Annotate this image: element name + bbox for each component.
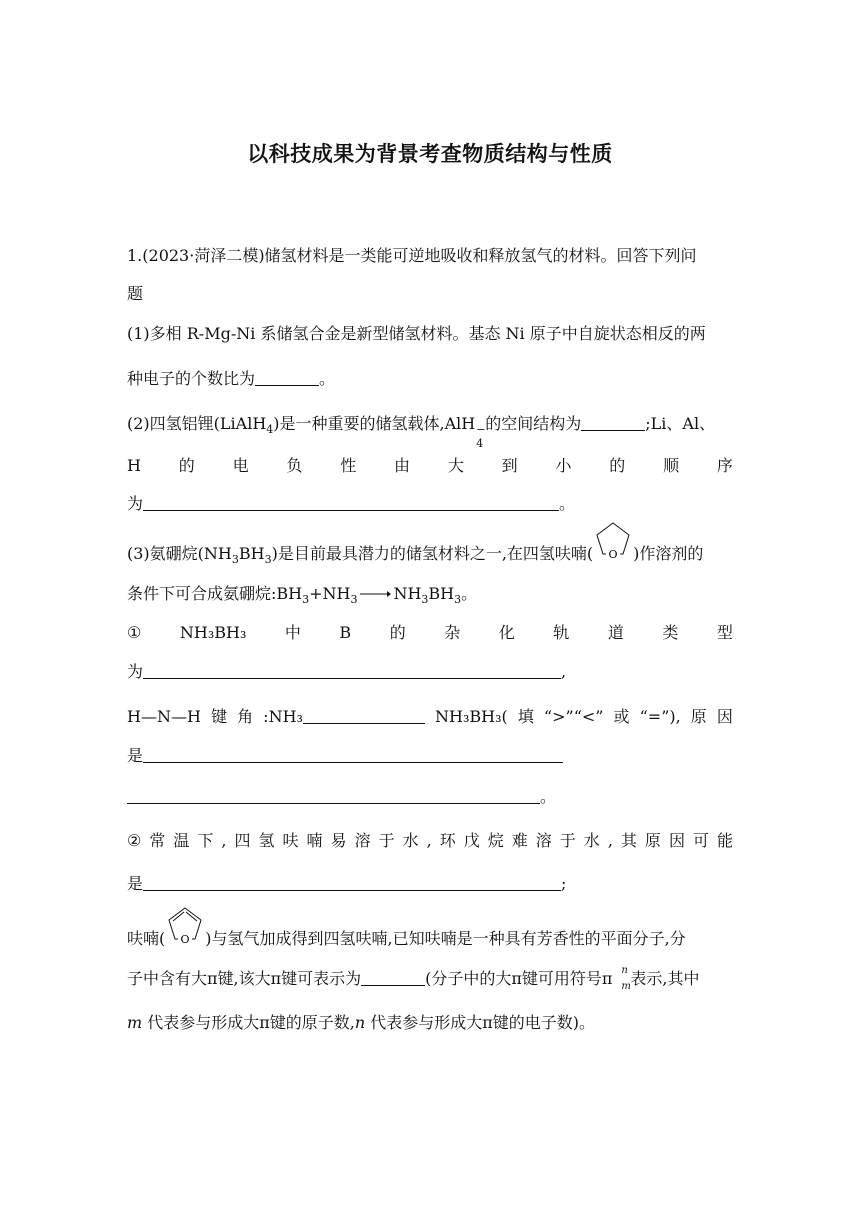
part2-line-2-word: 电 — [232, 456, 249, 475]
angle-text: 是 — [127, 746, 144, 765]
part3-sub1: 3 — [231, 553, 239, 567]
furan-text-f: 代表参与形成大π键的原子数, — [142, 1013, 355, 1032]
var-m: m — [127, 1013, 143, 1032]
sub1-line-1-word: 道 — [607, 623, 624, 642]
sub2-line-1-word: ② — [127, 831, 142, 850]
part3-text-b: BH — [238, 544, 265, 563]
part1-text-cont: 种电子的个数比为 — [127, 369, 256, 388]
angle-line-2 — [127, 745, 733, 767]
angle-line-1 — [127, 706, 733, 728]
page-title: 以科技成果为背景考查物质结构与性质 — [247, 142, 613, 166]
product-sub2: 3 — [454, 593, 462, 607]
bh3-sub: 3 — [302, 593, 310, 607]
sub2-line-1-word: 常 — [149, 831, 166, 850]
part1-end: 。 — [319, 369, 336, 388]
part2-text-c: 的空间结构为 — [485, 414, 582, 433]
angle-line-1-word: 键 — [210, 707, 227, 726]
angle-end: 。 — [540, 787, 557, 806]
alh4-sup: − — [476, 423, 486, 436]
sub1-line-1-word: 中 — [284, 623, 301, 642]
q1-intro-text: 1.(2023·菏泽二模)储氢材料是一类能可逆地吸收和释放氢气的材料。回答下列问 — [127, 246, 697, 265]
angle-line-1-word: 原 — [690, 707, 707, 726]
sub2-line-1-word: 溶 — [535, 831, 552, 850]
pi-superscript-n: n — [621, 965, 628, 976]
part2-line-2 — [127, 455, 733, 477]
angle-line-3 — [127, 786, 733, 808]
furan-text-b: )与氢气加成得到四氢呋喃,已知呋喃是一种具有芳香性的平面分子,分 — [205, 929, 686, 948]
answer-blank-electronegativity[interactable] — [143, 494, 559, 511]
sub2-line-2 — [127, 873, 733, 895]
part2-line-2-word: 小 — [555, 456, 572, 475]
furan-text-g: 代表参与形成大π键的电子数)。 — [365, 1013, 596, 1032]
part2-end: 。 — [559, 494, 576, 513]
part3-text-e: 条件下可合成氨硼烷:BH — [127, 584, 303, 603]
furan-structure-icon — [165, 929, 205, 951]
part2-line-1 — [127, 413, 733, 450]
sub1-line-1 — [127, 622, 733, 644]
sub2-line-1-word: , — [221, 831, 227, 850]
sub2-line-1-word: 易 — [330, 831, 347, 850]
sub2-line-1-word: 喃 — [306, 831, 323, 850]
pi-symbol-scripts — [612, 965, 631, 992]
sub2-line-1-word: 其 — [620, 831, 637, 850]
angle-line-1-word: 因 — [716, 707, 733, 726]
part1-text: (1)多相 R-Mg-Ni 系储氢合金是新型储氢材料。基态 Ni 原子中自旋状态相反的两 — [127, 324, 706, 343]
part2-line-2-word: 的 — [178, 456, 195, 475]
furan-line-3 — [127, 1012, 733, 1034]
nh3-sub: 3 — [350, 593, 358, 607]
sub2-line-1-word: , — [607, 831, 613, 850]
sub1-line-1-word: 类 — [662, 623, 679, 642]
sub2-line-1-word: 烷 — [487, 831, 504, 850]
part2-line-2-word: 到 — [501, 456, 518, 475]
sub2-line-1-word: 能 — [716, 831, 733, 850]
furan-line-2 — [127, 965, 733, 992]
answer-blank-hybridization[interactable] — [143, 662, 561, 679]
angle-line-1-word-group — [263, 706, 425, 728]
alh4-sub: 4 — [476, 437, 484, 450]
angle-line-1-word: 填 — [517, 707, 534, 726]
part2-line-2-word: 的 — [609, 456, 626, 475]
furan-line-1 — [127, 928, 733, 951]
sub2-line-1-word: 水 — [583, 831, 600, 850]
answer-blank-solubility[interactable] — [143, 874, 561, 891]
part2-line-2-word: 性 — [340, 456, 357, 475]
ring-o-label: O — [608, 547, 618, 560]
part3-line-2 — [127, 583, 733, 611]
sub2-line-1-word: 溶 — [354, 831, 371, 850]
sub1-line-1-word: 型 — [716, 623, 733, 642]
answer-blank-pi-bond[interactable] — [361, 969, 425, 986]
angle-line-1-word: NH₃BH₃( — [435, 707, 508, 726]
part2-line-2-word: H — [127, 456, 141, 475]
sub2-line-1-word: 戊 — [463, 831, 480, 850]
part2-text-a: (2)四氢铝锂(LiAlH — [127, 414, 267, 433]
part2-text-e: 为 — [127, 494, 144, 513]
sub1-line-1-word: NH₃BH₃ — [179, 623, 247, 642]
var-n: n — [354, 1013, 366, 1032]
furan-text-c: 子中含有大π键,该大π键可表示为 — [127, 969, 362, 988]
angle-line-1-word: “=”), — [639, 707, 681, 726]
angle-line-1-word: 或 — [613, 707, 630, 726]
sub1-line-1-word: 轨 — [553, 623, 570, 642]
part3-end: 。 — [461, 584, 478, 603]
sub1-text: 为 — [127, 662, 144, 681]
sub2-line-1 — [127, 830, 733, 852]
part2-line-2-word: 序 — [716, 456, 733, 475]
q1-intro-line-2 — [127, 283, 733, 305]
sub2-line-1-word: 温 — [173, 831, 190, 850]
furan-o-label: O — [180, 932, 190, 945]
part3-line-1 — [127, 543, 733, 571]
sub1-end: , — [561, 662, 567, 681]
part3-sub2: 3 — [264, 553, 272, 567]
sub2-line-1-word: 氢 — [258, 831, 275, 850]
part2-line-2-word: 负 — [286, 456, 303, 475]
angle-line-1-word: :NH₃ — [263, 707, 303, 726]
sub2-line-1-word: 于 — [378, 831, 395, 850]
sub2-line-1-word: 四 — [234, 831, 251, 850]
part2-line-2-word: 由 — [394, 456, 411, 475]
sub2-line-1-word: , — [426, 831, 432, 850]
part3-text-f: +NH — [309, 584, 351, 603]
part1-line-1 — [127, 323, 733, 345]
answer-blank-ratio[interactable] — [255, 369, 319, 386]
sub1-line-1-word: 杂 — [444, 623, 461, 642]
part2-line-3 — [127, 493, 733, 515]
sub2-text: 是 — [127, 874, 144, 893]
part3-text-a: (3)氨硼烷(NH — [127, 544, 232, 563]
reaction-arrow-icon — [359, 584, 391, 606]
sub2-end: ; — [561, 874, 567, 893]
answer-blank-structure[interactable] — [581, 414, 645, 431]
sub1-line-2 — [127, 661, 733, 683]
part3-text-d: )作溶剂的 — [633, 544, 704, 563]
furan-text-d: (分子中的大π键可用符号π — [425, 969, 613, 988]
part3-text-c: )是目前最具潜力的储氢材料之一,在四氢呋喃( — [271, 544, 594, 563]
q1-intro-text-cont: 题 — [127, 284, 144, 303]
angle-line-1-word: H—N—H — [127, 707, 201, 726]
part2-sub: 4 — [266, 423, 274, 437]
sub2-line-1-word: 水 — [402, 831, 419, 850]
product-text-b: BH — [428, 584, 455, 603]
sub2-line-1-word: 因 — [668, 831, 685, 850]
sub1-line-1-word: B — [339, 623, 352, 642]
part1-line-2 — [127, 368, 733, 390]
part2-text-d: ;Li、Al、 — [645, 414, 716, 433]
q1-intro-line-1 — [127, 245, 733, 267]
part2-line-2-word: 顺 — [663, 456, 680, 475]
sub2-line-1-word: 于 — [559, 831, 576, 850]
sub2-line-1-word: 可 — [692, 831, 709, 850]
product-text-a: NH — [393, 584, 422, 603]
sub2-line-1-word: 环 — [439, 831, 456, 850]
angle-line-1-word: 角 — [237, 707, 254, 726]
sub1-line-1-word: 化 — [498, 623, 515, 642]
answer-blank-reason-2[interactable] — [127, 787, 540, 804]
sub2-line-1-word: 呋 — [282, 831, 299, 850]
angle-line-1-word: “>”“<” — [543, 707, 604, 726]
sub2-line-1-word: 难 — [511, 831, 528, 850]
answer-blank-reason-1[interactable] — [143, 746, 563, 763]
pi-subscript-m: m — [621, 981, 631, 992]
sub2-line-1-word: 下 — [197, 831, 214, 850]
answer-blank-bond-angle[interactable] — [303, 707, 425, 724]
part2-text-b: )是一种重要的储氢载体,AlH — [273, 414, 476, 433]
part2-line-2-word: 大 — [447, 456, 464, 475]
furan-text-a: 呋喃( — [127, 929, 166, 948]
sub1-line-1-word: ① — [127, 623, 142, 642]
furan-text-e: 表示,其中 — [630, 969, 700, 988]
sub1-line-1-word: 的 — [389, 623, 406, 642]
product-sub1: 3 — [421, 593, 429, 607]
sub2-line-1-word: 原 — [644, 831, 661, 850]
tetrahydrofuran-structure-icon — [593, 544, 633, 566]
